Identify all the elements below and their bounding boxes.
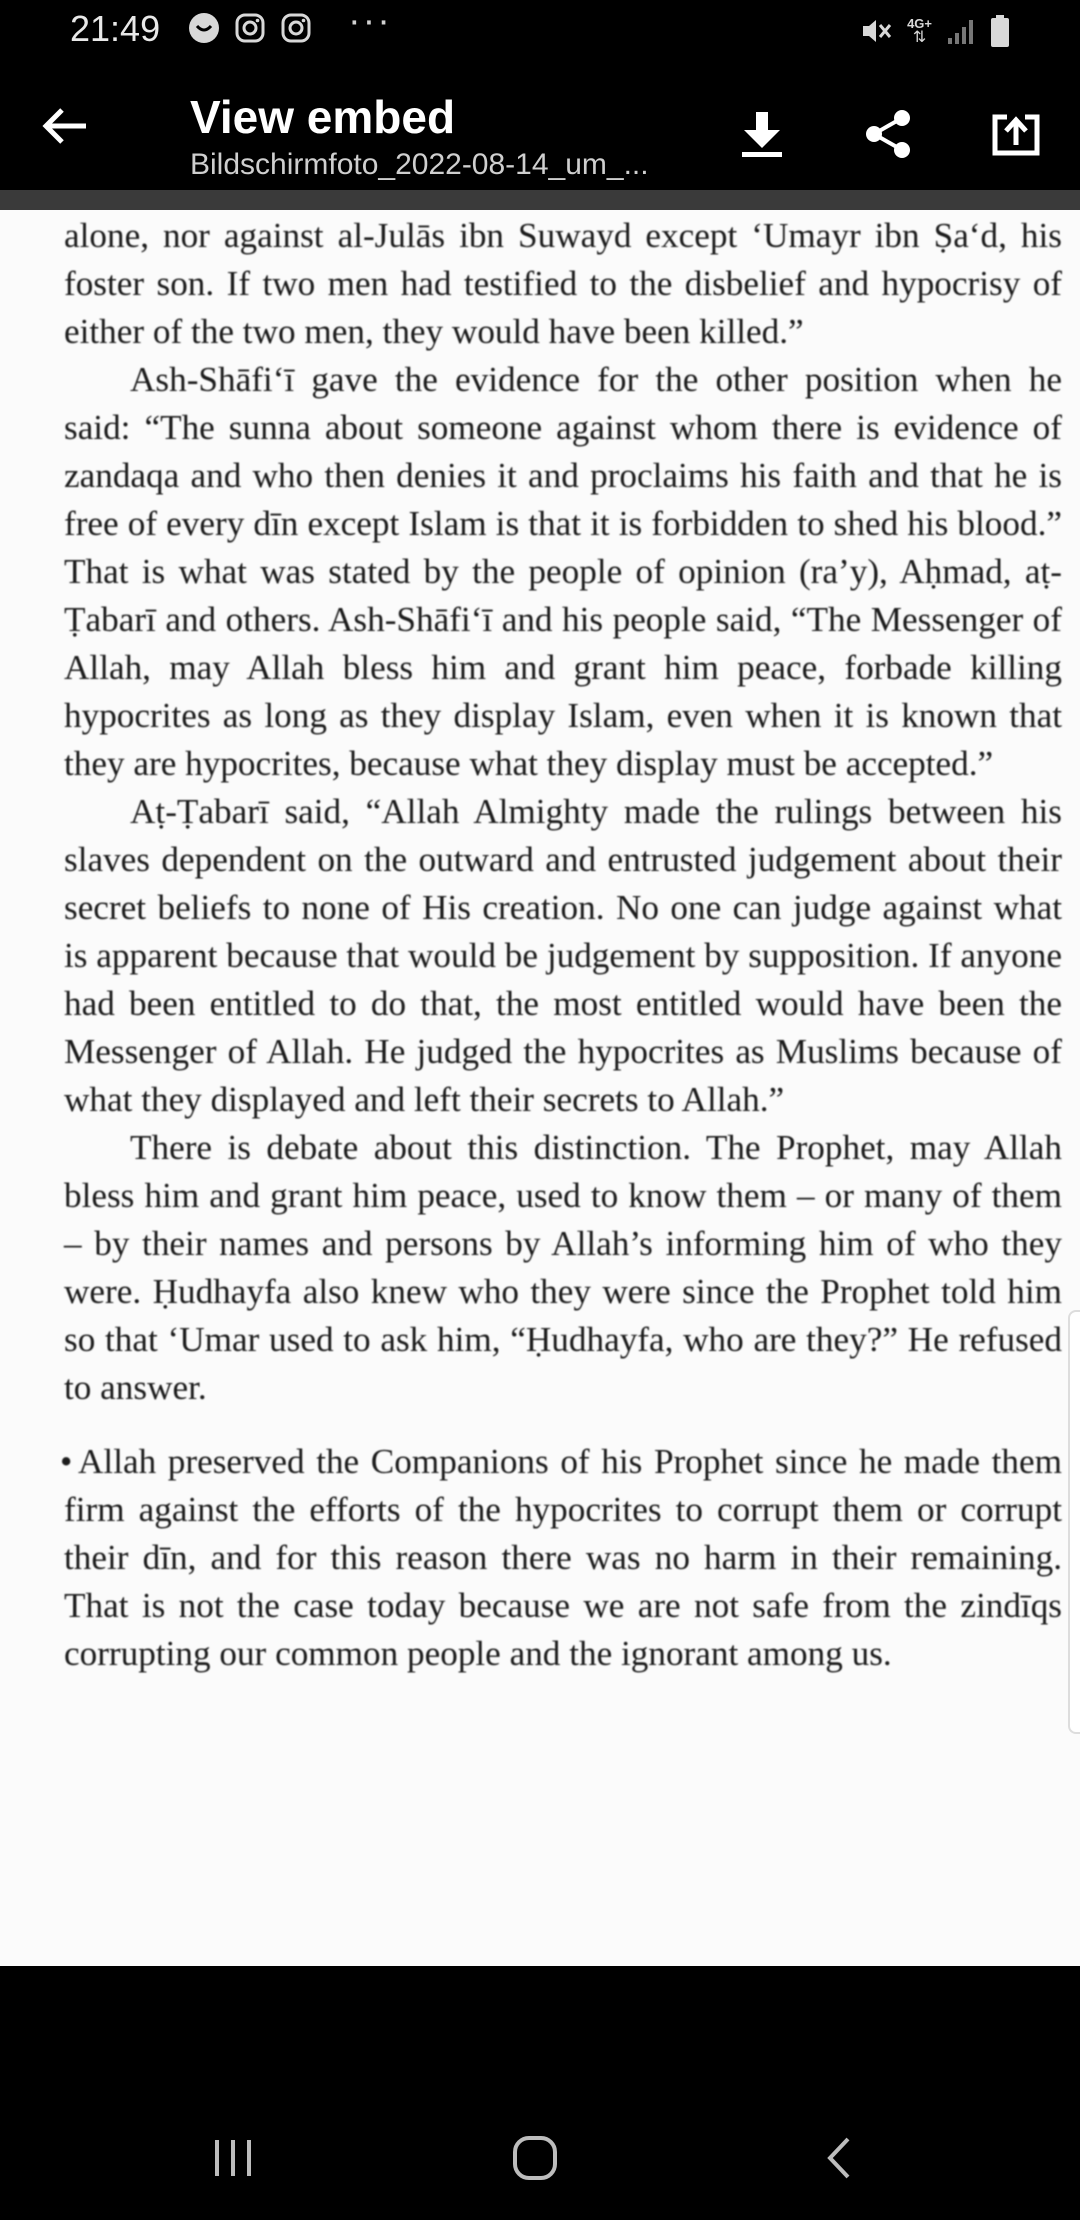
system-status-icons xyxy=(859,14,1010,48)
bullet-paragraph xyxy=(60,1438,1062,1678)
messenger-icon xyxy=(188,12,220,44)
edge-panel-handle[interactable] xyxy=(1068,1310,1080,1734)
paragraph-2: Ash-Shāfi‘ī gave the evidence for the other position when he said: “The sunna about someone against whom there is evidence of zandaqa and who then denies it and proclaims his faith and that he is free of every dīn except Islam is that it is forbidden to shed his blood.” That is what was stated by the people of opinion (ra’y), Aḥmad, aṭ-Ṭabarī and others. Ash-Shāfi‘ī and his people said, “The Messenger of Allah, may Allah bless him and grant him peace, forbade killing hypocrites as long as they display Islam, even when it is known that they are hypocrites, because what they display must be accepted.” xyxy=(64,360,1062,783)
open-in-app-button[interactable] xyxy=(984,102,1048,166)
download-button[interactable] xyxy=(730,102,794,166)
navigation-bar xyxy=(0,2100,1080,2220)
mute-icon xyxy=(859,15,893,47)
paragraph-1: alone, nor against al-Julās ibn Suwayd except ‘Umayr ibn Ṣa‘d, his foster son. If two men had testified to the disbelief and hypocrisy of either of the two men, they would have been killed.” xyxy=(64,216,1062,351)
page-title: View embed xyxy=(190,91,456,143)
download-icon xyxy=(740,110,784,158)
home-icon xyxy=(512,2135,558,2181)
file-name: Bildschirmfoto_2022-08-14_um_... xyxy=(190,148,649,181)
status-time: 21:49 xyxy=(70,8,161,49)
back-arrow-icon xyxy=(42,106,88,146)
instagram-icon xyxy=(280,12,312,44)
instagram-icon xyxy=(234,12,266,44)
paragraph-3: Aṭ-Ṭabarī said, “Allah Almighty made the rulings between his slaves dependent on the outward and entrusted judgement about their secret beliefs to none of His creation. No one can judge against what is apparent because that would be judgement by supposition. If anyone had been entitled to do that, the most entitled would have been the Messenger of Allah. He judged the hypocrites as Muslims because of what they displayed and left their secrets to Allah.” xyxy=(64,792,1062,1119)
signal-icon xyxy=(946,16,976,46)
app-bar xyxy=(0,62,1080,190)
share-button[interactable] xyxy=(856,102,920,166)
home-button[interactable] xyxy=(490,2118,580,2198)
open-external-icon xyxy=(991,111,1041,157)
paragraph-4: There is debate about this distinction. The Prophet, may Allah bless him and grant him peace, used to know them – or many of them – by their names and persons by Allah’s informing him of who they were. Ḥudhayfa also knew who they were since the Prophet told him so that ‘Umar used to ask him, “Ḥudhayfa, who are they?” He refused to answer. xyxy=(64,1128,1062,1407)
bullet-text: Allah preserved the Companions of his Prophet since he made them firm against the efforts of the hypocrites to corrupt them or corrupt their dīn, and for this reason there was no harm in their remaining. That is not the case today because we are not safe from the zindīqs corrupting our common people and the ignorant among us. xyxy=(64,1442,1062,1673)
more-notifications-icon: ··· xyxy=(348,0,392,42)
back-nav-button[interactable] xyxy=(794,2118,884,2198)
bullet-mark: • xyxy=(60,1442,73,1481)
content-divider xyxy=(0,190,1080,210)
document-text xyxy=(60,212,1062,1678)
notification-icons xyxy=(188,12,312,44)
recents-button[interactable] xyxy=(188,2118,278,2198)
network-type: 4G+ ⇅ xyxy=(907,16,932,46)
back-button[interactable] xyxy=(42,106,108,158)
battery-icon xyxy=(990,14,1010,48)
recents-icon xyxy=(211,2138,255,2178)
back-chevron-icon xyxy=(824,2136,854,2180)
embedded-image[interactable] xyxy=(0,210,1080,1966)
data-arrows-icon: ⇅ xyxy=(912,29,927,46)
share-icon xyxy=(862,108,914,160)
status-bar xyxy=(0,0,1080,62)
